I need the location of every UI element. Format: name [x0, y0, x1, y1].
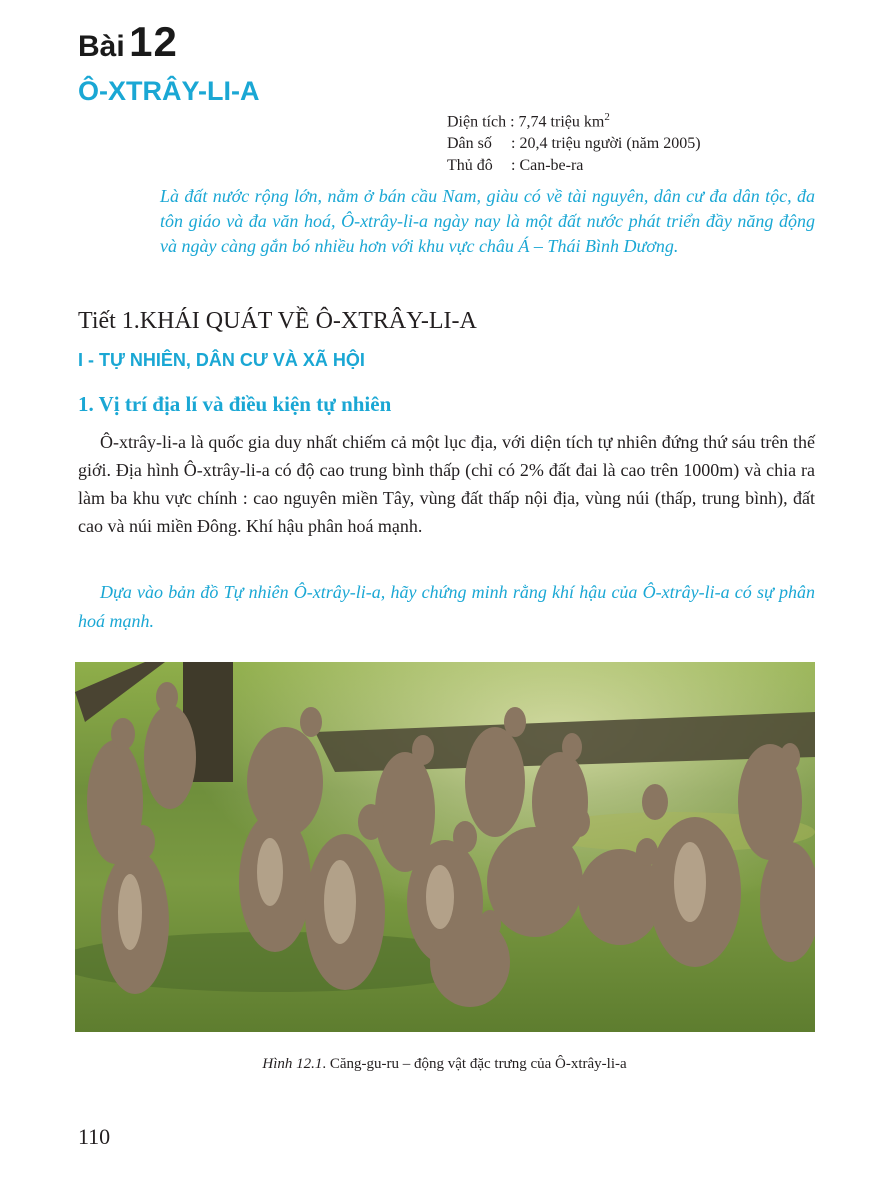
- capital-value: : Can-be-ra: [511, 157, 584, 175]
- subsection-title: 1. Vị trí địa lí và điều kiện tự nhiên: [78, 392, 392, 416]
- population-value: : 20,4 triệu người (năm 2005): [511, 135, 701, 153]
- area-row: [447, 106, 701, 133]
- period-title: Tiết 1.KHÁI QUÁT VỀ Ô-XTRÂY-LI-A: [78, 308, 477, 334]
- lesson-heading: [78, 18, 178, 66]
- body-paragraph: Ô-xtrây-li-a là quốc gia duy nhất chiếm cả một lục địa, với diện tích tự nhiên đứng thứ sáu trên thế giới. Địa hình Ô-xtrây-li-a có độ cao trung bình thấp (chỉ có 2% đất đai là cao trên 1000m) và chia ra làm ba khu vực chính : cao nguyên miền Tây, vùng đất thấp nội địa, vùng núi (thấp, trung bình), đất cao và núi miền Đông. Khí hậu phân hoá mạnh.: [78, 432, 815, 536]
- population-label: Dân số: [447, 135, 492, 153]
- page-number: 110: [78, 1124, 111, 1149]
- area-exponent: 2: [604, 111, 610, 123]
- area-value: 7,74 triệu km: [518, 113, 605, 131]
- figure-caption-text: . Căng-gu-ru – động vật đặc trưng của Ô-xtrây-li-a: [322, 1056, 627, 1072]
- country-facts: [447, 106, 701, 177]
- kangaroo-photo: [75, 662, 815, 1032]
- section-title: I - TỰ NHIÊN, DÂN CƯ VÀ XÃ HỘI: [78, 350, 365, 370]
- intro-paragraph: Là đất nước rộng lớn, nằm ở bán cầu Nam, giàu có về tài nguyên, dân cư đa dân tộc, đa tôn giáo và đa văn hoá, Ô-xtrây-li-a ngày nay là một đất nước phát triển đầy năng động và ngày càng gắn bó nhiều hơn với khu vực châu Á – Thái Bình Dương.: [160, 186, 815, 256]
- country-title: Ô-XTRÂY-LI-A: [78, 76, 260, 106]
- area-label: Diện tích :: [447, 113, 515, 131]
- lesson-word: Bài: [78, 30, 125, 63]
- capital-row: [447, 155, 701, 177]
- lesson-number: 12: [129, 18, 178, 65]
- figure-label: Hình 12.1: [262, 1056, 323, 1072]
- figure-caption: [0, 1056, 889, 1073]
- task-paragraph: Dựa vào bản đồ Tự nhiên Ô-xtrây-li-a, hãy chứng minh rằng khí hậu của Ô-xtrây-li-a có sự phân hoá mạnh.: [78, 582, 815, 631]
- capital-label: Thủ đô: [447, 157, 493, 175]
- population-row: [447, 133, 701, 155]
